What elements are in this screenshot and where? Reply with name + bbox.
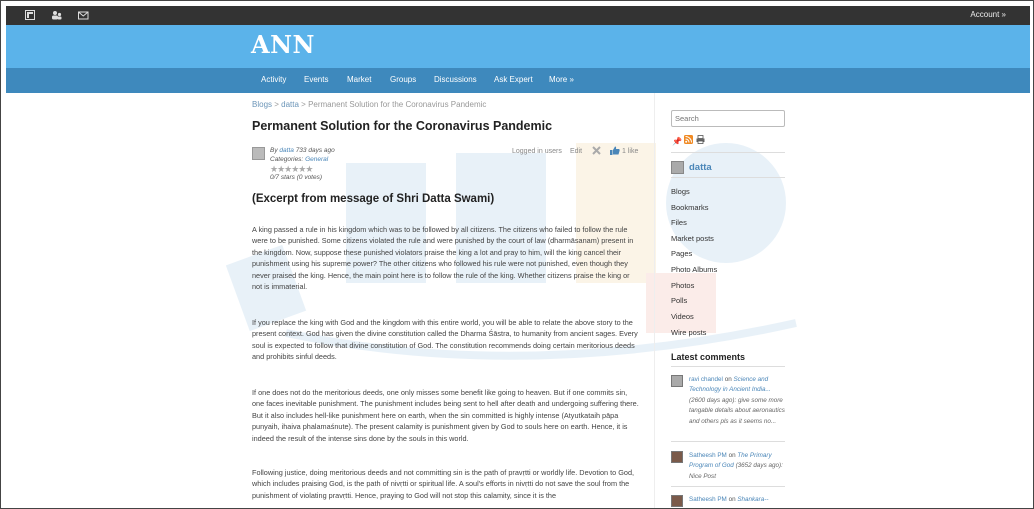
post-time: 733 days ago — [295, 147, 335, 154]
sidebar-link-market-posts[interactable]: Market posts — [671, 234, 714, 243]
star-rating[interactable]: ★★★★★★ — [270, 164, 313, 174]
access-level: Logged in users — [512, 148, 562, 155]
commenter-name[interactable]: ravi chandel — [689, 376, 723, 383]
account-menu[interactable]: Account » — [970, 10, 1006, 19]
search-input[interactable] — [671, 110, 785, 127]
admin-icon[interactable] — [25, 10, 36, 21]
sidebar-link-pages[interactable]: Pages — [671, 249, 693, 258]
comment-on: on — [724, 376, 732, 383]
divider — [671, 441, 785, 442]
breadcrumb-blogs[interactable]: Blogs — [252, 100, 273, 109]
commenter-avatar[interactable] — [671, 375, 683, 387]
site-logo[interactable]: ANN — [251, 30, 315, 59]
latest-comments-heading: Latest comments — [671, 352, 746, 362]
nav-events[interactable]: Events — [304, 75, 329, 84]
delete-icon[interactable] — [592, 146, 601, 157]
nav-more[interactable]: More » — [549, 75, 574, 84]
owner-avatar[interactable] — [671, 161, 684, 174]
friends-icon[interactable] — [51, 10, 62, 21]
author-avatar[interactable] — [252, 147, 265, 160]
rating-votes: 0/7 stars (0 votes) — [270, 174, 323, 181]
top-bar — [6, 6, 1030, 25]
post-meta — [252, 145, 642, 185]
nav-activity[interactable]: Activity — [261, 75, 287, 84]
nav-ask-expert[interactable]: Ask Expert — [494, 75, 533, 84]
sidebar-link-photo-albums[interactable]: Photo Albums — [671, 265, 718, 274]
post-paragraph: A king passed a rule in his kingdom which was to be followed by all citizens. The citizens who failed to follow the rule were to be punished. Some citizens violated the rule and were punished by the court of law (dharmāsanam) present in the kingdom. Now, suppose these punished violators praise the king a lot and pray to him, will the king cancel their punishment using his supreme power? The other citizens who followed his rule were not punished, even though they never praised the king. Hence, the main point here is to follow the rule of the king. Whether citizens praise the king or not is immaterial. — [252, 225, 634, 292]
comment-on: on — [728, 496, 736, 503]
post-paragraph: Following justice, doing meritorious deeds and not committing sin is the path of pravṛtti or worldly life. Devotion to God, which includes praising God, is the path of nivṛtti or spiritual life. A soul's efforts in nivṛtti do not save the soul from the punishment of violating pravṛtti. Hence, praying to God will not stop this calamity, since it is the — [252, 468, 635, 500]
messages-icon[interactable] — [78, 10, 89, 21]
divider — [671, 486, 785, 487]
categories-prefix: Categories: — [270, 156, 304, 163]
comment-target[interactable]: The Primary Program of God — [689, 452, 772, 470]
comment-target[interactable]: Shankara-- — [737, 496, 769, 503]
nav-groups[interactable]: Groups — [390, 75, 417, 84]
sidebar-link-bookmarks[interactable]: Bookmarks — [671, 203, 709, 212]
author-link[interactable]: datta — [279, 147, 294, 154]
like-count[interactable]: 1 like — [622, 148, 639, 155]
nav-discussions[interactable]: Discussions — [434, 75, 477, 84]
comment-excerpt: (3652 days ago): Nice Post — [689, 462, 783, 480]
site-header — [6, 25, 1030, 68]
post-byline — [270, 147, 335, 154]
divider — [671, 366, 785, 367]
comment-text — [689, 375, 785, 427]
commenter-avatar[interactable] — [671, 495, 683, 507]
nav-market[interactable]: Market — [347, 75, 372, 84]
commenter-name[interactable]: Satheesh PM — [689, 496, 727, 503]
post-paragraph: If one does not do the meritorious deeds, one only misses some benefit like going to heaven. But if one commits sin, one faces inevitable punishment. The punishment includes being sent to hell after death and undergoing suffering there. But it also includes hell-like punishment here on earth, when the sin committed is highly intense (Atyutkataih pāpa punyaih, ihaiva phalamaśnute). The present calamity is punishment given by God to souls here on earth. Hence, it is indeed the result of the intense sins done by the souls in this world. — [252, 388, 639, 443]
sidebar-link-files[interactable]: Files — [671, 218, 687, 227]
breadcrumb-separator: > — [298, 100, 309, 109]
owner-name[interactable]: datta — [689, 162, 712, 173]
divider — [671, 152, 785, 153]
comment-excerpt: (2600 days ago): give some more tangable details about aeronautics and others pls as it seems no... — [689, 396, 785, 425]
sidebar-link-photos[interactable]: Photos — [671, 281, 695, 290]
category-link[interactable]: General — [305, 156, 329, 163]
sidebar-link-polls[interactable]: Polls — [671, 296, 688, 305]
byline-prefix: By — [270, 147, 278, 154]
sidebar-link-blogs[interactable]: Blogs — [671, 187, 690, 196]
comment-text — [689, 495, 785, 505]
post-title: Permanent Solution for the Coronavirus Pandemic — [252, 119, 553, 133]
divider — [671, 177, 785, 178]
main-area — [6, 93, 1030, 509]
breadcrumb-current: Permanent Solution for the Coronavirus Pandemic — [308, 100, 487, 109]
comment-on: on — [728, 452, 736, 459]
post-subtitle: (Excerpt from message of Shri Datta Swami) — [252, 193, 495, 205]
rss-icon[interactable] — [684, 135, 693, 144]
sidebar-link-videos[interactable]: Videos — [671, 312, 694, 321]
commenter-name[interactable]: Satheesh PM — [689, 452, 727, 459]
pushpin-icon[interactable]: 📌 — [672, 137, 682, 146]
post-paragraph: If you replace the king with God and the kingdom with this entire world, you will be able to relate the above story to the present context. God has given the divine constitution called the Dharma Śāstra, to humanity from ancient sages. Every soul is expected to follow that divine constitution of God. The constitution recommends doing certain meritorious deeds and prohibits sinful deeds. — [252, 318, 638, 362]
column-divider — [654, 93, 655, 509]
main-nav — [6, 68, 1030, 93]
sidebar-link-wire-posts[interactable]: Wire posts — [671, 328, 707, 337]
edit-link[interactable]: Edit — [570, 148, 583, 155]
breadcrumb-user[interactable]: datta — [281, 100, 299, 109]
commenter-avatar[interactable] — [671, 451, 683, 463]
like-icon[interactable] — [610, 146, 620, 157]
sidebar-tools — [672, 135, 708, 146]
breadcrumb-separator: > — [272, 100, 282, 109]
comment-text — [689, 451, 785, 482]
post-categories — [270, 156, 328, 163]
breadcrumb — [252, 100, 486, 109]
comment-target[interactable]: Science and Technology in Ancient India... — [689, 376, 771, 394]
print-icon[interactable] — [696, 135, 705, 144]
